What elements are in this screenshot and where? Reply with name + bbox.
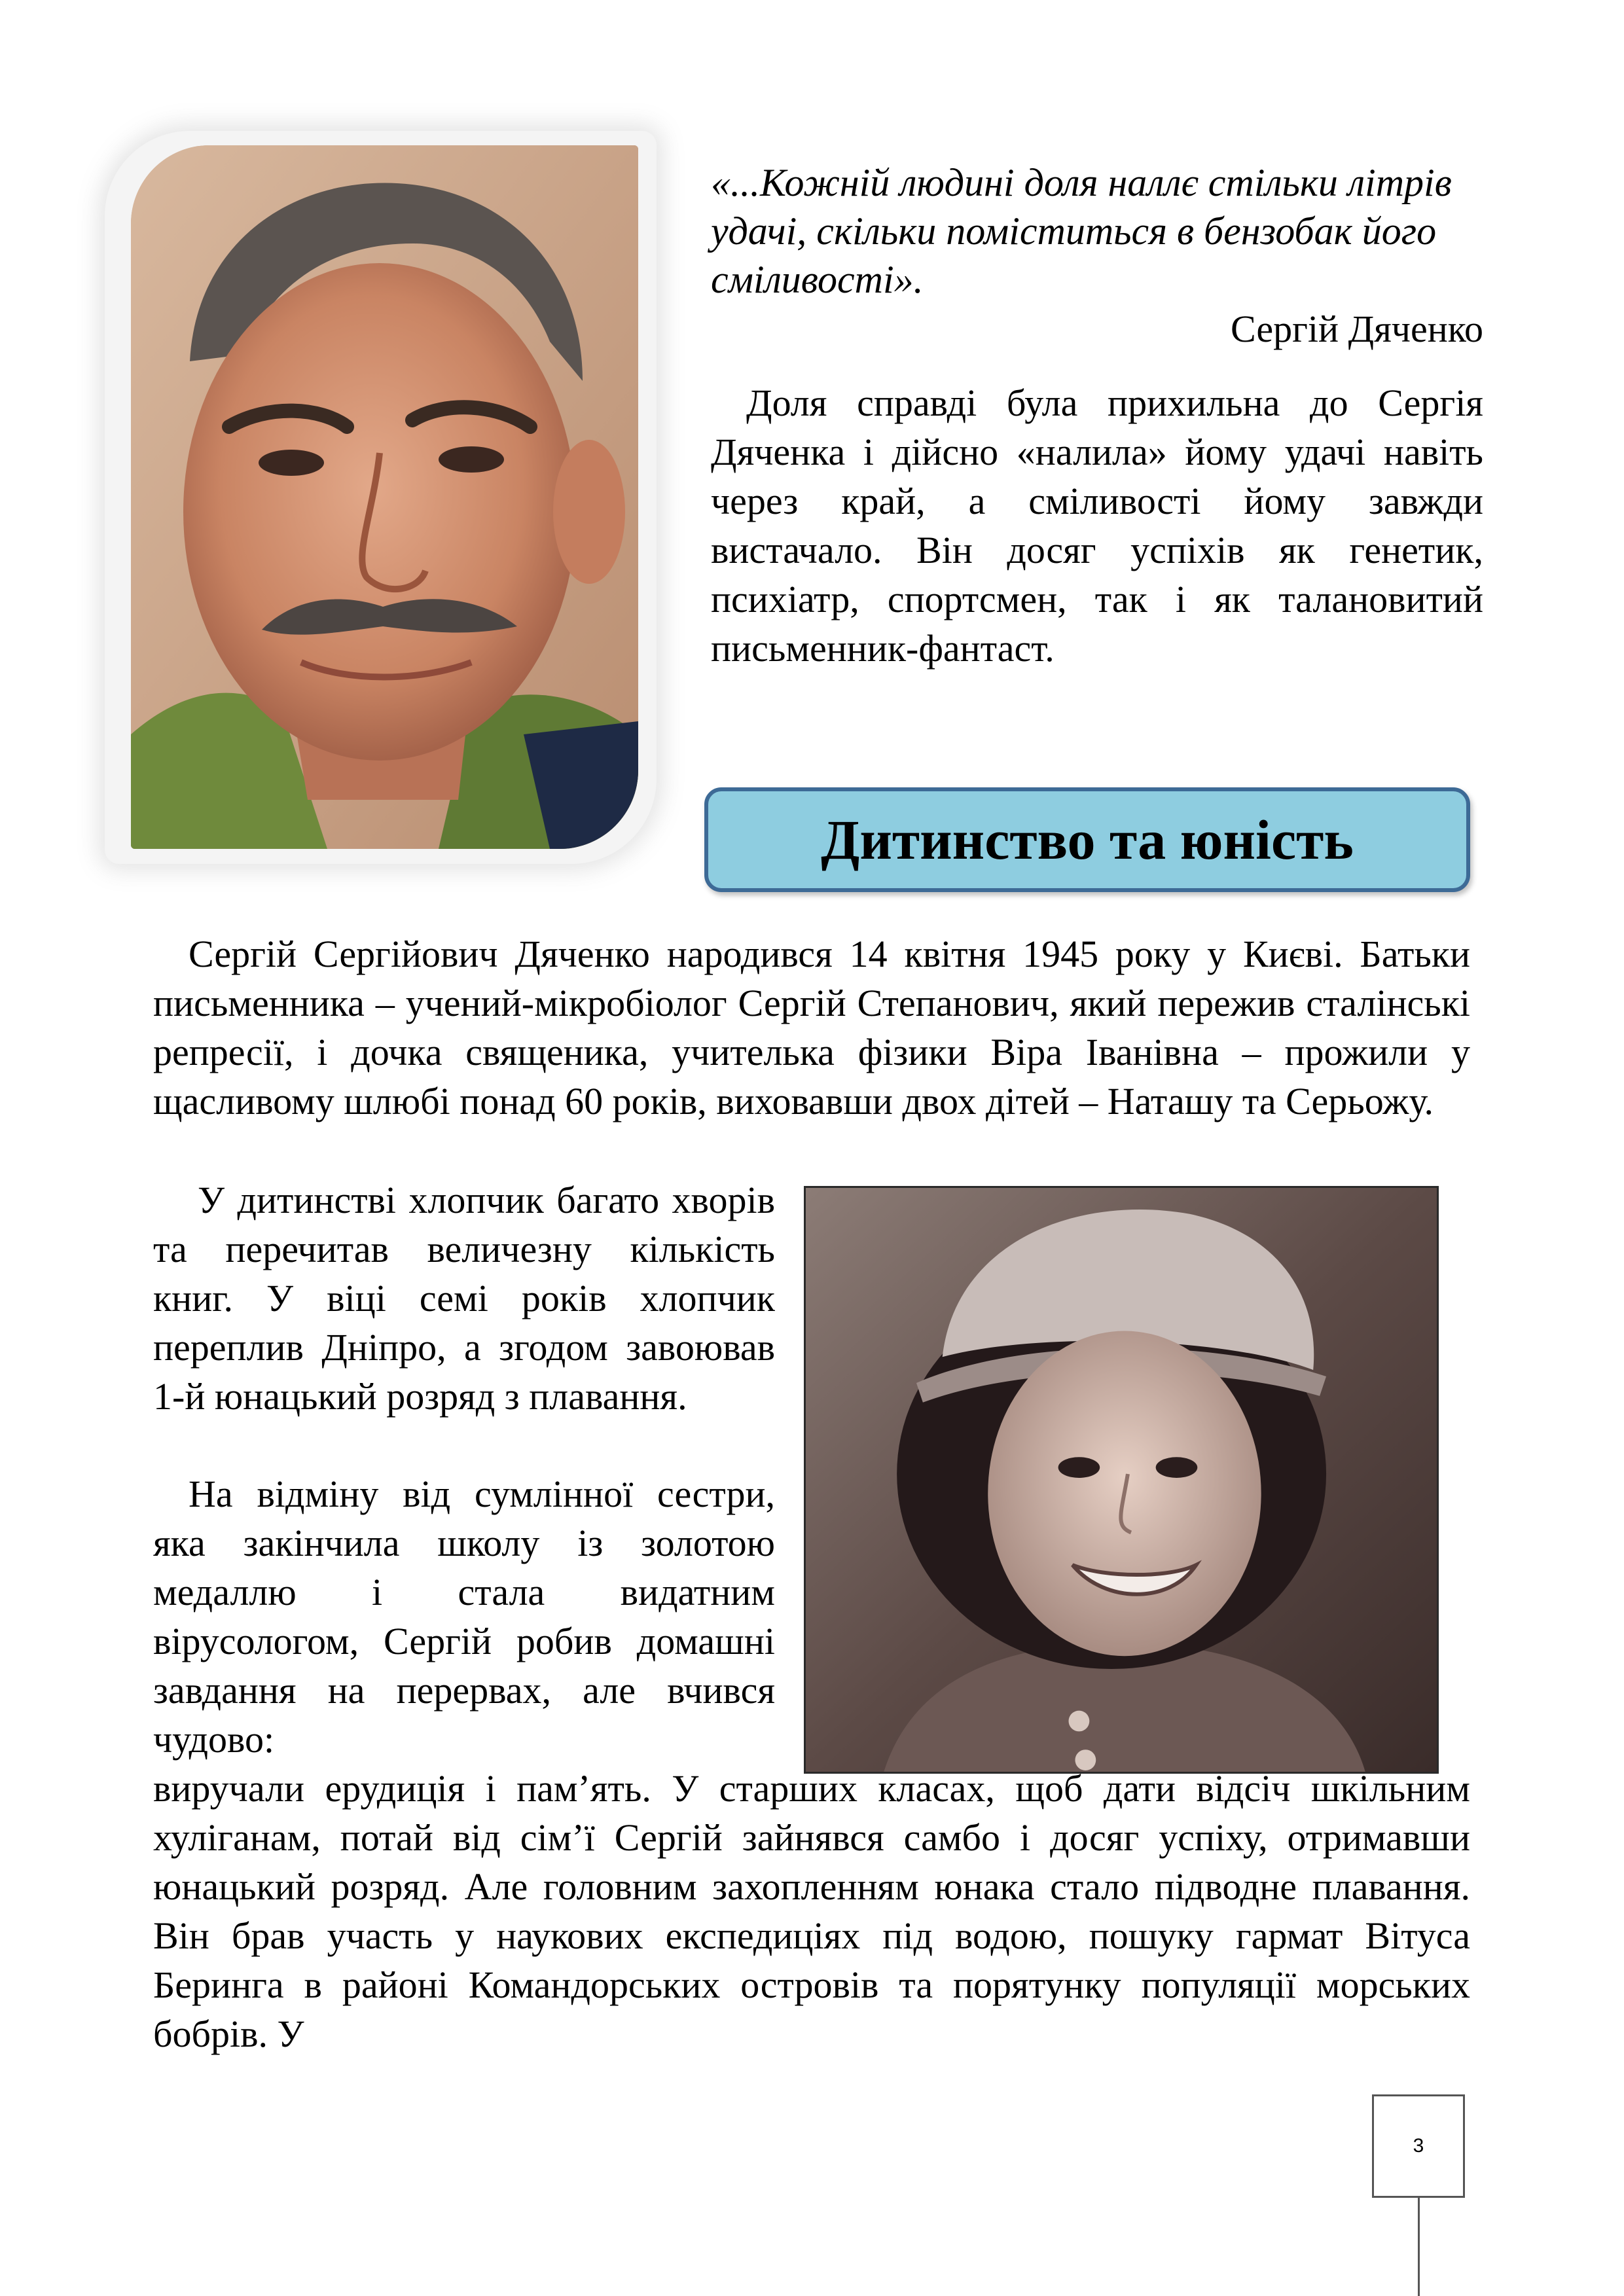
continuation-paragraph: виручали ерудиція і пам’ять. У старших класах, щоб дати відсіч шкільним хуліганам, потай від сім’ї Сергій зайнявся самбо і досяг успіху, отримавши юнацький розряд. Але головним захопленням юнака стало підводне плавання. Він брав участь у наукових експедиціях під водою, пошуку гармат Вітуса Беринга в районі Командорських островів та порятунку популяції морських бобрів. У bbox=[153, 1767, 1470, 2055]
sister-paragraph: На відміну від сумлінної сестри, яка закінчила школу із золотою медаллю і стала видатним вірусологом, Сергій робив домашні завдання на перервах, але вчився чудово: bbox=[153, 1473, 775, 1761]
childhood-paragraph: У дитинстві хлопчик багато хворів та перечитав величезну кількість книг. У віці семі років хлопчик переплив Дніпро, а згодом завоював 1-й юнацький розряд з плавання. bbox=[153, 1179, 775, 1418]
epigraph-quote: «...Кожній людині доля наллє стільки літрів удачі, скільки поміститься в бензобак його сміливості». bbox=[711, 161, 1452, 301]
intro-paragraph: Доля справді була прихильна до Сергія Дяченка і дійсно «налила» йому удачі навіть через край, а сміливості йому завжди вистачало. Він досяг успіхів як генетик, психіатр, спортсмен, так і як талановитий письменник-фантаст. bbox=[711, 382, 1483, 670]
birth-paragraph: Сергій Сергійович Дяченко народився 14 квітня 1945 року у Києві. Батьки письменника – учений-мікробіолог Сергій Степанович, який пережив сталінські репресії, і дочка священика, учителька фізики Віра Іванівна – прожили у щасливому шлюбі понад 60 років, виховавши двох дітей – Наташу та Серьожу. bbox=[153, 933, 1470, 1122]
childhood-photo bbox=[804, 1186, 1439, 1774]
quote-author: Сергій Дяченко bbox=[1230, 308, 1483, 350]
page-number: 3 bbox=[1413, 2135, 1424, 2157]
author-portrait-photo bbox=[131, 145, 638, 849]
section-heading-box bbox=[704, 787, 1470, 892]
section-title: Дитинство та юність bbox=[821, 808, 1354, 871]
page-number-connector-line bbox=[1418, 2198, 1420, 2296]
page-number-box bbox=[1372, 2094, 1465, 2198]
